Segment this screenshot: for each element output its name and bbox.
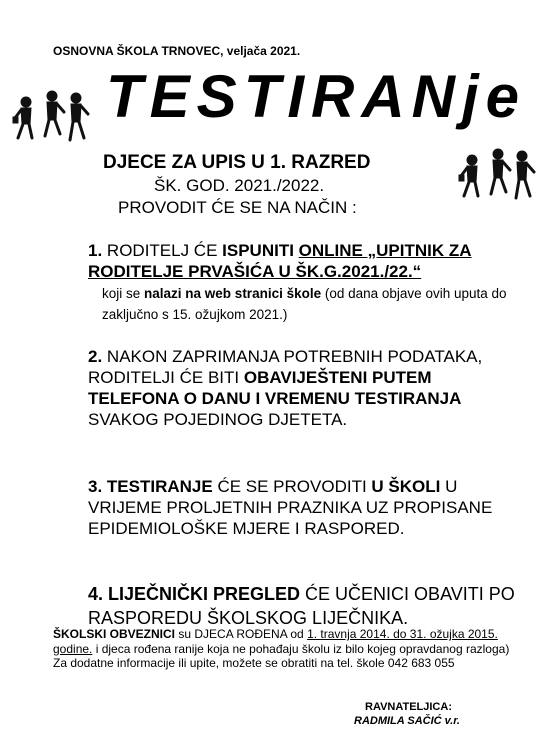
subtitle-line-2: ŠK. GOD. 2021./2022.: [154, 176, 325, 195]
footer-text-underlined: 1. travnja 2014. do 31. ožujka 2015. godine.: [53, 627, 498, 656]
item-text-bold: nalazi na web stranici škole: [144, 286, 322, 301]
list-item-1: [88, 240, 508, 324]
item-text-underlined: ONLINE „UPITNIK ZA RODITELJE PRVAŠIĆA U ŠK.G.2021./22.“: [88, 241, 472, 281]
signature-role: RAVNATELJICA:: [365, 701, 452, 713]
item-text: NAKON ZAPRIMANJA POTREBNIH PODATAKA, RODITELJI ĆE BITI: [88, 347, 483, 387]
subtitle-line-3: PROVODIT ĆE SE NA NAČIN :: [118, 198, 357, 217]
list-item-3: [88, 476, 508, 539]
item-text-bold: U ŠKOLI: [371, 477, 441, 496]
item-text: U VRIJEME PROLJETNIH PRAZNIKA UZ PROPISANE EPIDEMIOLOŠKE MJERE I RASPORED.: [88, 477, 493, 538]
item-text: ĆE UČENICI OBAVITI PO RASPOREDU ŠKOLSKOG LIJEČNIKA.: [88, 584, 515, 628]
footer-text: i djeca rođena ranije koja ne pohađaju školu iz bilo kojeg opravdanog razloga): [92, 641, 510, 656]
item-text: SVAKOG POJEDINOG DJETETA.: [88, 410, 348, 429]
signature-name: RADMILA SAČIĆ v.r.: [354, 715, 460, 727]
item-text-bold: TESTIRANJE: [102, 477, 213, 496]
item-text: koji se: [102, 286, 145, 301]
item-text-bold: ISPUNITI: [222, 241, 299, 260]
list-item-4: [88, 582, 528, 630]
footer-text-bold: ŠKOLSKI OBVEZNICI: [53, 627, 176, 641]
item-number: 3.: [88, 477, 103, 496]
page-title: TESTIRANje: [106, 63, 527, 130]
running-children-image: [458, 146, 536, 210]
running-children-image: [12, 88, 90, 152]
footer-text: su DJECA ROĐENA od: [175, 627, 308, 641]
item-number: 2.: [88, 347, 103, 366]
school-header: OSNOVNA ŠKOLA TRNOVEC, veljača 2021.: [53, 44, 301, 58]
footer-note: [53, 627, 513, 671]
item-text: RODITELJ ĆE: [102, 241, 223, 260]
footer-contact: Za dodatne informacije ili upite, možete se obratiti na tel. škole 042 683 055: [53, 656, 455, 670]
subtitle-line-1: DJECE ZA UPIS U 1. RAZRED: [103, 152, 371, 173]
item-text: ĆE SE PROVODITI: [212, 477, 372, 496]
list-item-2: [88, 346, 508, 430]
item-number: 1.: [88, 241, 103, 260]
item-number: 4.: [88, 584, 104, 604]
item-text: (od dana objave ovih uputa do zaključno s 15. ožujkom 2021.): [102, 286, 507, 322]
item-text-bold: OBAVIJEŠTENI PUTEM TELEFONA O DANU I VREMENU TESTIRANJA: [88, 368, 462, 408]
item-text-bold: LIJEČNIČKI PREGLED: [103, 584, 301, 604]
